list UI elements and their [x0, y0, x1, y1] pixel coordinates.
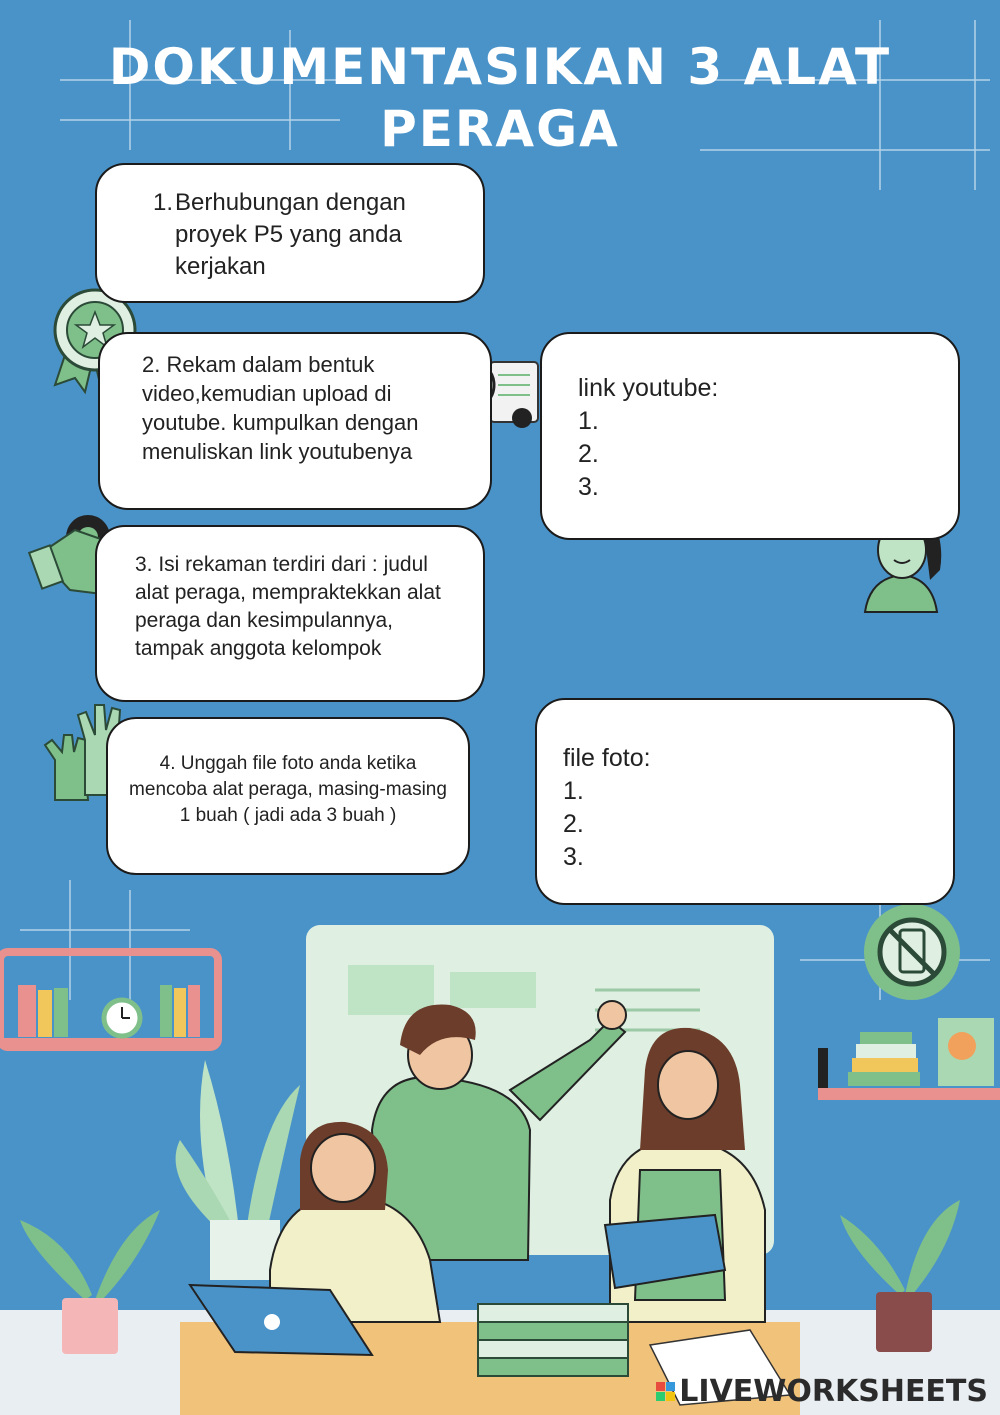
- book-stack: [478, 1304, 628, 1376]
- youtube-link-item-1[interactable]: 1.: [578, 407, 599, 435]
- step-3-text: 3. Isi rekaman terdiri dari : judul alat peraga, mempraktekkan alat peraga dan kesimpulannya, tampak anggota kelompok: [135, 553, 441, 660]
- left-shelf: [0, 952, 218, 1048]
- photo-file-item-1[interactable]: 1.: [563, 777, 584, 805]
- liveworksheets-watermark: [656, 1374, 988, 1409]
- youtube-link-label: link youtube:: [578, 374, 719, 402]
- no-phone-sign-icon: [864, 904, 960, 1000]
- instruction-box-1: [95, 163, 485, 303]
- photo-file-item-3[interactable]: 3.: [563, 843, 584, 871]
- youtube-link-item-2[interactable]: 2.: [578, 440, 599, 468]
- photo-file-label: file foto:: [563, 744, 651, 772]
- step-4-text: 4. Unggah file foto anda ketika mencoba alat peraga, masing-masing 1 buah ( jadi ada 3 buah ): [129, 753, 447, 826]
- photo-file-box[interactable]: [535, 698, 955, 905]
- step-2-text: 2. Rekam dalam bentuk video,kemudian upload di youtube. kumpulkan dengan menuliskan link youtubenya: [142, 352, 419, 464]
- page-title: DOKUMENTASIKAN 3 ALAT PERAGA: [108, 38, 892, 158]
- liveworksheets-logo-icon: [656, 1382, 675, 1401]
- youtube-link-item-3[interactable]: 3.: [578, 473, 599, 501]
- instruction-box-2: [98, 332, 492, 510]
- right-shelf: [818, 1018, 1000, 1100]
- photo-file-item-2[interactable]: 2.: [563, 810, 584, 838]
- step-1-text: Berhubungan dengan proyek P5 yang anda kerjakan: [175, 189, 406, 280]
- step-1-number: 1.: [153, 189, 174, 216]
- instruction-box-3: [95, 525, 485, 702]
- watermark-text: LIVEWORKSHEETS: [679, 1374, 988, 1409]
- youtube-link-box[interactable]: [540, 332, 960, 540]
- instruction-box-4: [106, 717, 470, 875]
